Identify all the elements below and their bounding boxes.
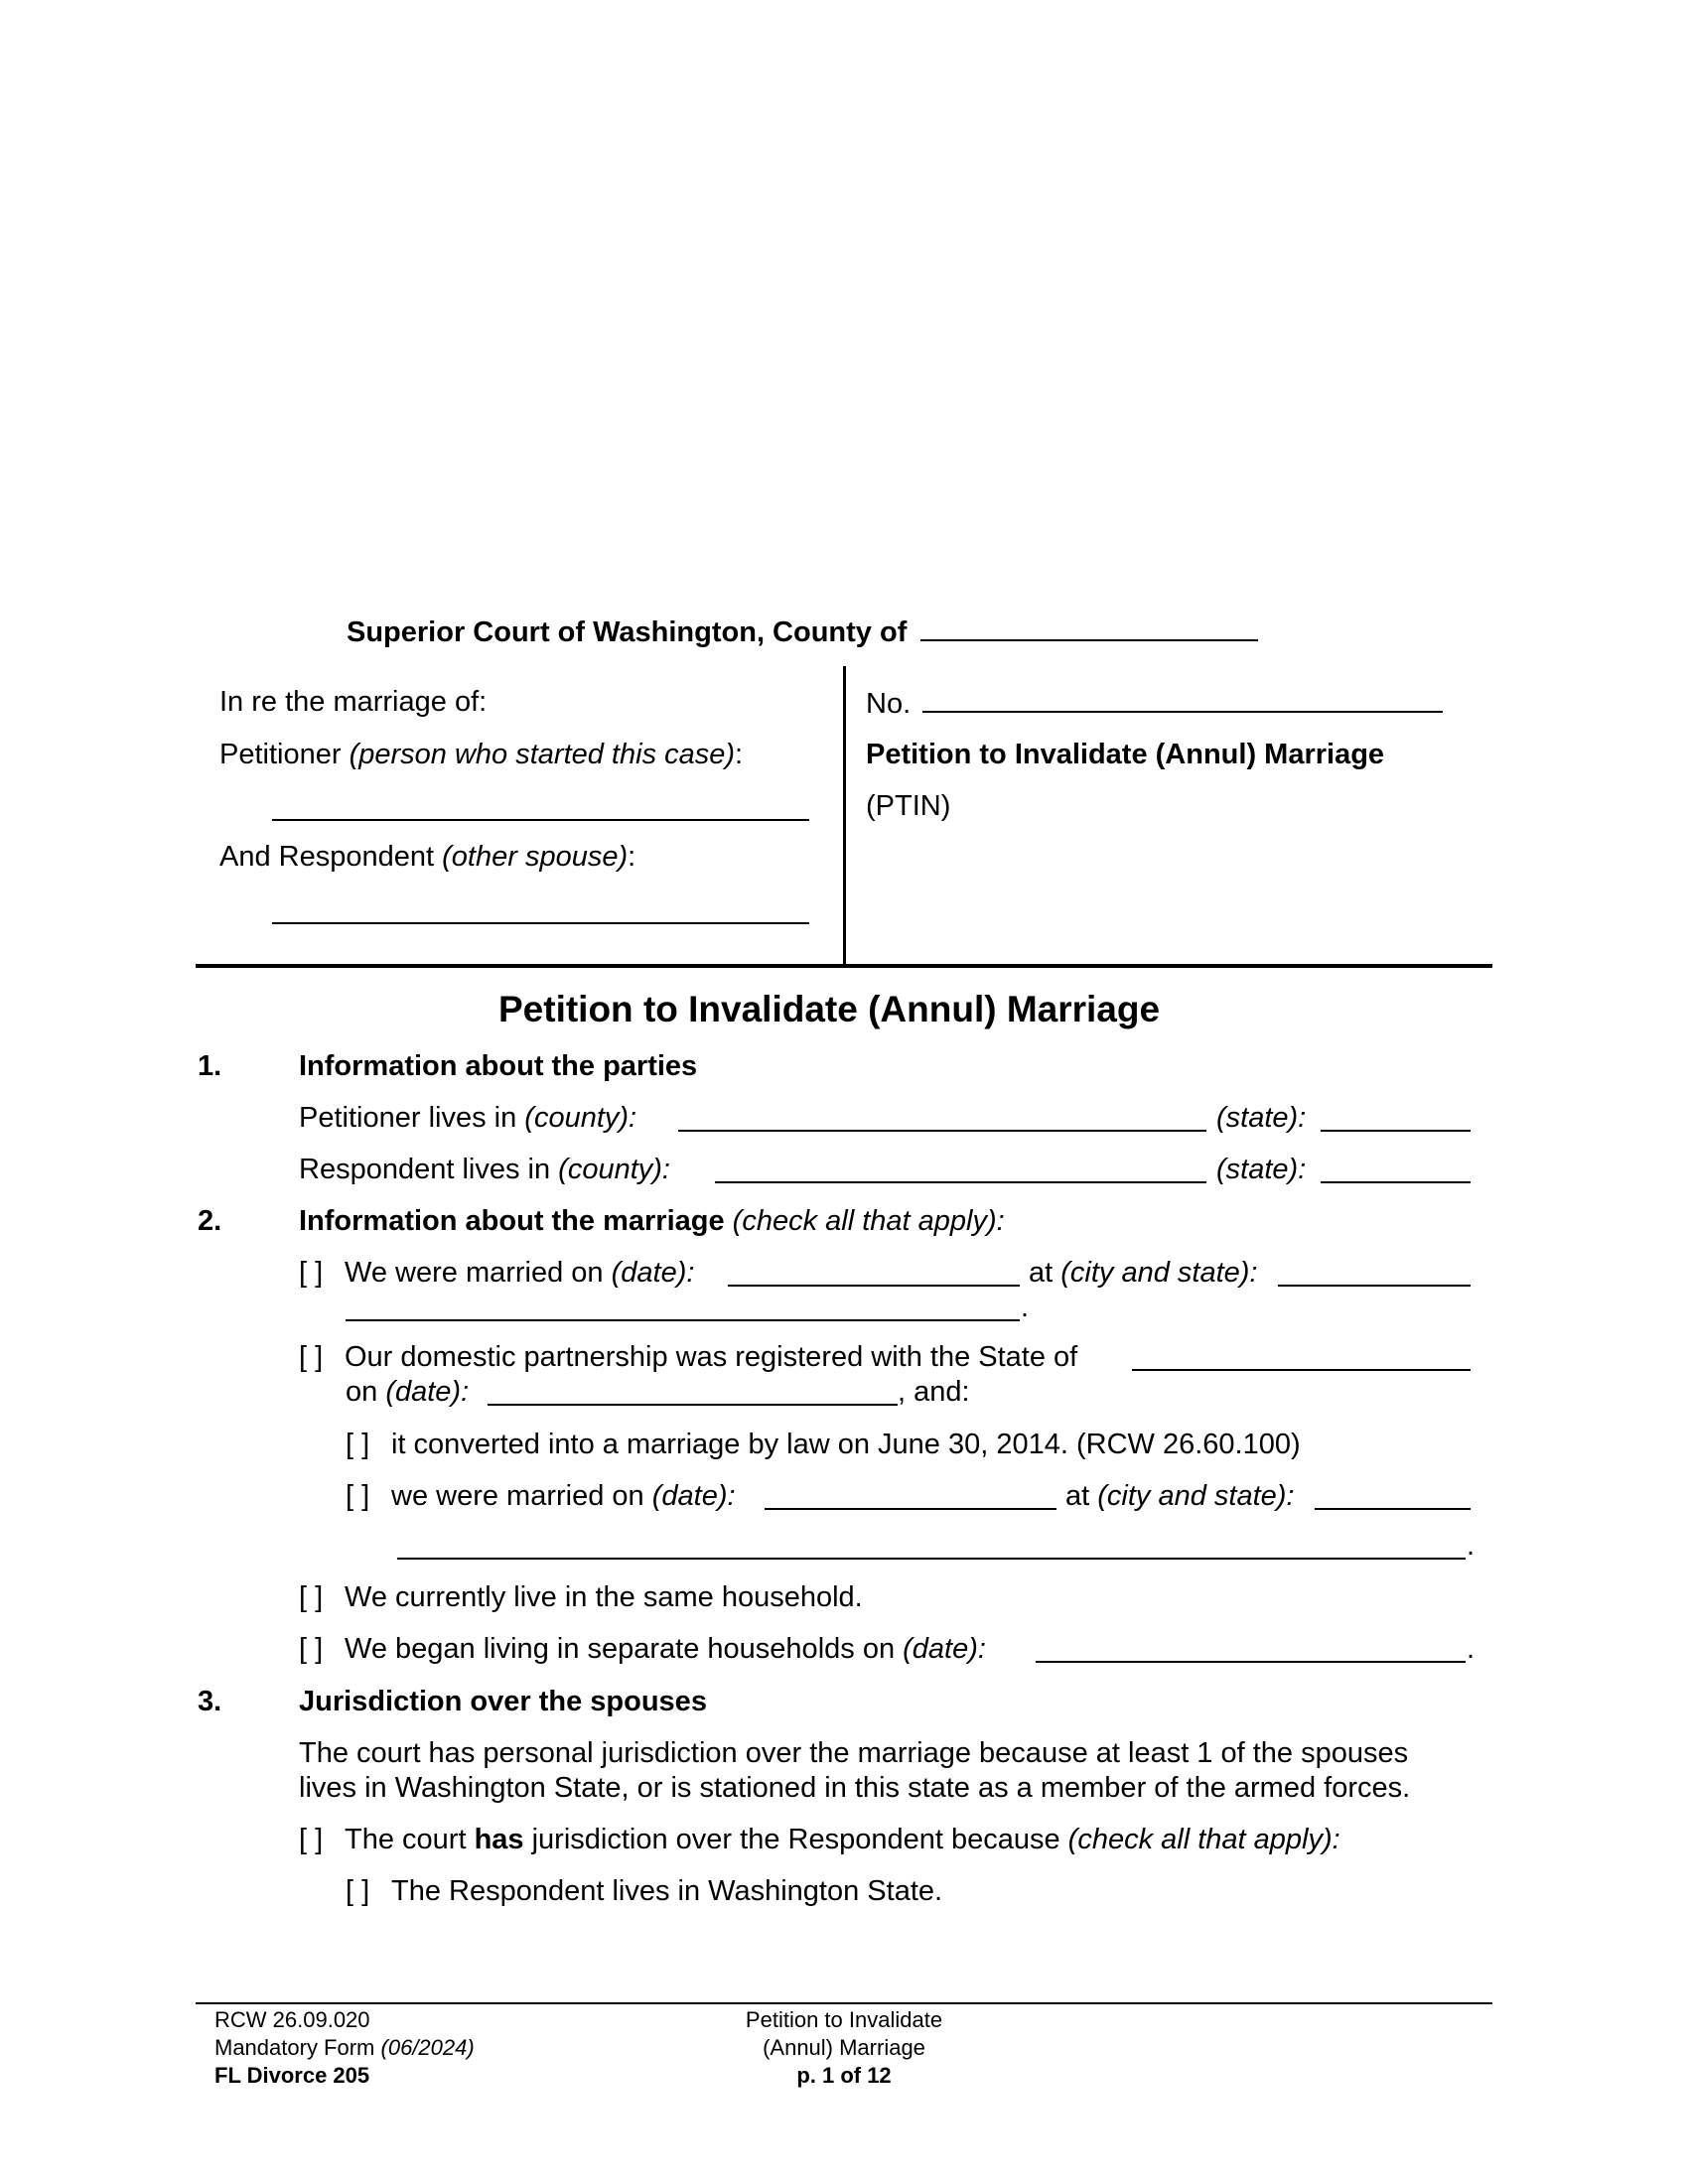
case-number-row (866, 685, 1443, 721)
separate-households-row (299, 1632, 986, 1666)
sub-marriage-place-field-continued[interactable] (397, 1558, 1466, 1560)
court-has-jurisdiction-checkbox[interactable]: [ ] (299, 1824, 324, 1855)
respondent-lives-wa-row (346, 1874, 942, 1908)
on-label: on (346, 1376, 378, 1408)
respondent-lives-wa-label: The Respondent lives in Washington State. (391, 1875, 943, 1907)
sub-married-at-row (1065, 1479, 1295, 1513)
city-state-label: (city and state): (1097, 1480, 1295, 1512)
city-state-label: (city and state): (1060, 1257, 1258, 1289)
sub-married-on-label: we were married on (391, 1480, 644, 1512)
period: . (1467, 1633, 1476, 1665)
petitioner-lives-row (299, 1101, 636, 1135)
petitioner-label: Petitioner (219, 739, 342, 770)
respondent-colon: : (628, 841, 636, 873)
respondent-label: And Respondent (219, 841, 435, 873)
at-label: at (1029, 1257, 1054, 1289)
date-label: (date): (651, 1480, 736, 1512)
married-at-label-row (1029, 1256, 1258, 1290)
footer-rule (196, 2002, 1492, 2004)
married-on-label: We were married on (345, 1257, 604, 1289)
same-household-label: We currently live in the same household. (345, 1581, 863, 1613)
footer-rcw: RCW 26.09.020 (214, 2007, 370, 2032)
footer-mandatory-row (214, 2034, 475, 2062)
respondent-note: (other spouse) (442, 841, 629, 873)
petitioner-note: (person who started this case) (349, 739, 736, 770)
county-label: (county): (524, 1102, 637, 1134)
sub-married-on-row (346, 1479, 736, 1513)
registration-date-field[interactable] (488, 1404, 898, 1406)
married-on-checkbox[interactable]: [ ] (299, 1257, 324, 1289)
case-number-label: No. (866, 688, 912, 720)
respondent-county-field[interactable] (715, 1181, 1206, 1183)
and-label: , and: (898, 1376, 970, 1408)
converted-row (346, 1428, 1301, 1461)
in-re-label: In re the marriage of: (219, 686, 488, 718)
petitioner-caption (219, 738, 743, 771)
domestic-partnership-label: Our domestic partnership was registered with the State of (345, 1341, 1078, 1373)
petitioner-county-field[interactable] (678, 1130, 1206, 1132)
court-has-post: jurisdiction over the Respondent because (531, 1824, 1060, 1855)
respondent-lives-wa-checkbox[interactable]: [ ] (346, 1875, 370, 1907)
court-caption-text: Superior Court of Washington, County of (347, 616, 908, 648)
jurisdiction-paragraph-line-1: The court has personal jurisdiction over the marriage because at least 1 of the spouses (299, 1737, 1409, 1769)
separation-date-field[interactable] (1036, 1661, 1466, 1663)
converted-label: it converted into a marriage by law on June 30, 2014. (RCW 26.60.100) (391, 1429, 1301, 1460)
petitioner-colon: : (735, 739, 744, 770)
date-label: (date): (385, 1376, 470, 1408)
court-has-jurisdiction-row (299, 1823, 1340, 1856)
section-2-heading-row (299, 1204, 1005, 1238)
footer-form-id: FL Divorce 205 (214, 2063, 370, 2088)
court-has-bold: has (474, 1824, 524, 1855)
date-label: (date): (903, 1633, 986, 1665)
same-household-row (299, 1580, 863, 1614)
date-label: (date): (611, 1257, 695, 1289)
footer-center-line-1: Petition to Invalidate (745, 2007, 943, 2032)
marriage-place-field-continued[interactable] (346, 1319, 1020, 1321)
petitioner-state-field[interactable] (1321, 1130, 1471, 1132)
section-3-number: 3. (198, 1686, 222, 1717)
section-3-heading: Jurisdiction over the spouses (299, 1686, 707, 1717)
form-code: (PTIN) (866, 790, 951, 822)
footer-left (214, 2006, 475, 2090)
county-label: (county): (558, 1154, 670, 1185)
domestic-partnership-row (299, 1340, 1077, 1374)
registration-date-row (346, 1375, 469, 1409)
converted-checkbox[interactable]: [ ] (346, 1429, 370, 1460)
court-has-pre: The court (345, 1824, 467, 1855)
respondent-caption (219, 840, 635, 874)
footer-center-line-2: (Annul) Marriage (763, 2035, 925, 2060)
court-caption (347, 614, 1258, 649)
state-label: (state): (1216, 1154, 1307, 1185)
petitioner-lives-label: Petitioner lives in (299, 1102, 517, 1134)
same-household-checkbox[interactable]: [ ] (299, 1581, 324, 1613)
section-2-number: 2. (198, 1205, 222, 1237)
section-2-heading: Information about the marriage (299, 1205, 725, 1237)
footer-center (695, 2006, 993, 2090)
section-1-heading: Information about the parties (299, 1050, 698, 1082)
period: . (1467, 1530, 1476, 1562)
married-on-row (299, 1256, 694, 1290)
registration-state-field[interactable] (1132, 1369, 1471, 1371)
respondent-name-field[interactable] (272, 922, 809, 924)
petitioner-name-field[interactable] (272, 819, 809, 821)
page-title: Petition to Invalidate (Annul) Marriage (498, 989, 1161, 1029)
respondent-lives-row (299, 1153, 670, 1186)
respondent-state-field[interactable] (1321, 1181, 1471, 1183)
check-all-note: (check all that apply): (1067, 1824, 1340, 1855)
footer-mandatory: Mandatory Form (214, 2035, 375, 2060)
case-number-field[interactable] (922, 685, 1443, 713)
footer-version: (06/2024) (380, 2035, 475, 2060)
period: . (1021, 1292, 1030, 1323)
at-label: at (1065, 1480, 1090, 1512)
domestic-partnership-checkbox[interactable]: [ ] (299, 1341, 324, 1373)
marriage-date-field[interactable] (728, 1285, 1020, 1287)
respondent-lives-label: Respondent lives in (299, 1154, 551, 1185)
footer-page-number: p. 1 of 12 (796, 2063, 892, 2088)
jurisdiction-paragraph-line-2: lives in Washington State, or is stationed in this state as a member of the armed forces. (299, 1772, 1411, 1804)
state-label: (state): (1216, 1102, 1307, 1134)
caption-vertical-divider (843, 666, 846, 968)
caption-bottom-rule (196, 964, 1492, 968)
section-1-number: 1. (198, 1050, 222, 1082)
section-2-heading-note: (check all that apply): (732, 1205, 1005, 1237)
sub-marriage-date-field[interactable] (765, 1508, 1056, 1510)
separate-households-checkbox[interactable]: [ ] (299, 1633, 324, 1665)
separate-households-label: We began living in separate households on (345, 1633, 896, 1665)
county-field[interactable] (920, 614, 1258, 641)
form-title: Petition to Invalidate (Annul) Marriage (866, 739, 1385, 770)
marriage-place-field[interactable] (1278, 1285, 1471, 1287)
sub-marriage-place-field[interactable] (1315, 1508, 1471, 1510)
sub-married-on-checkbox[interactable]: [ ] (346, 1480, 370, 1512)
